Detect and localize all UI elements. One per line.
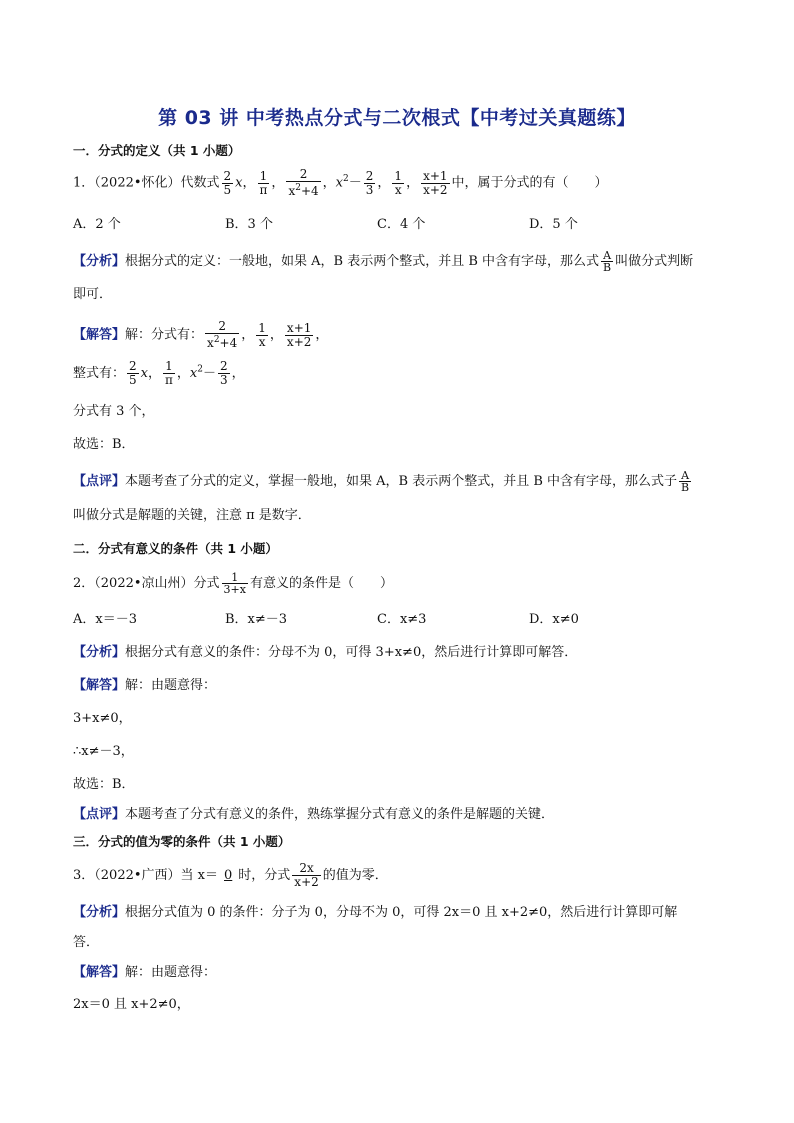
q1-comment-text: 本题考查了分式的定义，掌握一般地，如果 A，B 表示两个整式，并且 B 中含有字母，那么式子 [125,474,678,489]
q3-analysis-cont: 答． [73,935,100,950]
q2-stem-prefix: 2．（2022•凉山州）分式 [73,576,220,591]
q2-option-d: D．x≠0 [529,612,579,627]
q2-comment [73,806,554,824]
q1-solution-int-label: 整式有： [73,366,126,381]
q1-solution-count: 分式有 3 个， [73,404,155,419]
q3-stem: 3．（2022•广西）当 x＝ 0 时，分式 $\frac{2x}{x+2}$ 的值为零． [73,861,388,889]
q1-analysis-text-b: 叫做分式判断 [615,254,694,269]
expr-frac: $\frac{2}{5}$ [223,168,232,197]
q2-option-b: B．x≠－3 [225,612,288,627]
q2-analysis-text: 根据分式有意义的条件：分母不为 0，可得 3+x≠0，然后进行计算即可解答． [125,645,578,660]
q2-solution [73,677,216,695]
q2-option-c: C．x≠3 [377,612,427,627]
q2-stem: 2．（2022•凉山州）分式 $\frac{1}{3+x}$ 有意义的条件是（ ） [73,571,393,596]
comment-tag: 【点评】 [73,807,126,822]
q2-solution-step-1: 3+x≠0， [73,711,132,726]
q3-solution-text: 解：由题意得： [125,965,217,980]
q3-stem-mid: 时，分式 [238,868,291,883]
q1-stem-prefix: 1．（2022•怀化）代数式 [73,175,220,191]
q2-options [73,611,681,629]
q1-analysis: 【分析】根据分式的定义：一般地，如果 A，B 表示两个整式，并且 B 中含有字母，那么式 $\frac{A}{B}$ 叫做分式判断 [73,249,694,274]
section-heading-3: 三．分式的值为零的条件（共 1 小题） [73,834,291,849]
analysis-tag: 【分析】 [73,645,126,660]
q3-analysis [73,904,677,922]
q1-option-b: B．3 个 [225,217,273,232]
q1-options [73,216,681,234]
q1-comment-cont: 叫做分式是解题的关键，注意 π 是数字． [73,508,311,523]
q2-stem-suffix: 有意义的条件是（ ） [249,576,393,591]
q2-solution-text: 解：由题意得： [125,678,217,693]
page-title: 第 03 讲 中考热点分式与二次根式【中考过关真题练】 [158,107,636,129]
q3-analysis-text: 根据分式值为 0 的条件：分子为 0，分母不为 0，可得 2x＝0 且 x+2≠0，然后进行计算即可解 [125,905,678,920]
q2-comment-text: 本题考查了分式有意义的条件，熟练掌握分式有意义的条件是解题的关键． [125,807,555,822]
q1-option-a: A．2 个 [73,217,121,232]
solution-tag: 【解答】 [73,965,126,980]
q2-solution-choice: 故选：B． [73,777,135,792]
analysis-tag: 【分析】 [73,254,126,269]
q3-answer-blank: 0 [224,868,233,883]
q1-analysis-cont: 即可． [73,287,113,302]
section-heading-2: 二．分式有意义的条件（共 1 小题） [73,541,278,556]
q3-stem-suffix: 的值为零． [322,868,388,883]
q1-option-d: D．5 个 [529,217,578,232]
q3-solution [73,964,216,982]
q3-solution-step-1: 2x＝0 且 x+2≠0， [73,997,190,1012]
q1-solution-choice: 故选：B． [73,437,135,452]
q3-stem-prefix: 3．（2022•广西）当 x＝ [73,868,218,883]
section-heading-1: 一．分式的定义（共 1 小题） [73,143,241,158]
q2-option-a: A．x＝－3 [73,612,137,627]
q1-analysis-text: 根据分式的定义：一般地，如果 A，B 表示两个整式，并且 B 中含有字母，那么式 [125,254,600,269]
q1-stem: 1．（2022•怀化）代数式 $\frac{2}{5}$ x， $\frac{1}{\pi}$ ， $\frac{2}{x^2+4}$ ，$x^2-$ $\frac{2}{3}$ ， $\frac{1}{x}$ ， $\frac{x+1}{x+2}$ 中，属于分式的有（ ） [73,167,608,198]
q1-comment: 【点评】本题考查了分式的定义，掌握一般地，如果 A，B 表示两个整式，并且 B 中含有字母，那么式子 $\frac{A}{B}$ [73,469,690,494]
q1-solution: 【解答】解：分式有： $\frac{2}{x^2+4}$ ， $\frac{1}{x}$ ， $\frac{x+1}{x+2}$ ， [73,319,329,350]
comment-tag: 【点评】 [73,474,126,489]
q1-solution-text: 解：分式有： [125,327,204,343]
analysis-tag: 【分析】 [73,905,126,920]
q1-option-c: C．4 个 [377,217,426,232]
solution-tag: 【解答】 [73,327,126,343]
q1-solution-integers: 整式有： $\frac{2}{5}$ x， $\frac{1}{\pi}$ ，$x^2-$ $\frac{2}{3}$ ， [73,359,245,387]
q2-analysis [73,644,577,662]
q2-solution-step-2: ∴x≠－3， [73,744,134,759]
solution-tag: 【解答】 [73,678,126,693]
q1-stem-suffix: 中，属于分式的有（ ） [451,175,608,191]
